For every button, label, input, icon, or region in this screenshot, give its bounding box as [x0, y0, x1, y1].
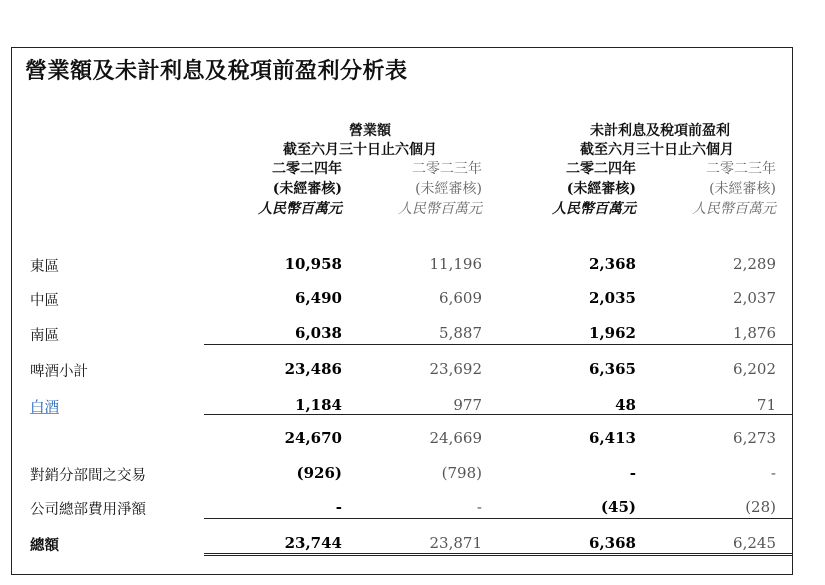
revenue-audit-2024: (未經審核) — [272, 181, 342, 197]
ebit-unit-2024: 人民幣百萬元 — [552, 201, 636, 217]
revenue-period-header: 截至六月三十日止六個月 — [283, 142, 437, 158]
ebit-year-2024: 二零二四年 — [566, 161, 636, 177]
cell-beer-ebit-2023: 6,202 — [733, 360, 776, 378]
cell-baijiu-rev-2024: 1,184 — [295, 396, 342, 414]
cell-elim-rev-2024: (926) — [296, 464, 342, 482]
page-title: 營業額及未計利息及稅項前盈利分析表 — [25, 58, 408, 84]
revenue-audit-2023: (未經審核) — [415, 181, 482, 197]
row-label-hq-expenses: 公司總部費用淨額 — [30, 502, 146, 518]
cell-south-rev-2023: 5,887 — [439, 324, 482, 342]
cell-south-ebit-2023: 1,876 — [733, 324, 776, 342]
cell-central-ebit-2023: 2,037 — [733, 289, 776, 307]
cell-beer-rev-2023: 23,692 — [429, 360, 482, 378]
cell-total-rev-2024: 23,744 — [284, 534, 342, 552]
cell-total-rev-2023: 23,871 — [429, 534, 482, 552]
revenue-group-header: 營業額 — [349, 123, 391, 139]
cell-baijiu-ebit-2023: 71 — [756, 396, 776, 414]
grand-total-double-rule — [204, 553, 793, 556]
cell-segment-ebit-2023: 6,273 — [733, 429, 776, 447]
cell-hq-rev-2023: - — [476, 498, 482, 516]
row-label-south: 南區 — [30, 328, 59, 344]
cell-south-rev-2024: 6,038 — [295, 324, 342, 342]
cell-east-rev-2024: 10,958 — [284, 255, 342, 273]
segment-total-rule — [204, 414, 793, 415]
cell-beer-rev-2024: 23,486 — [284, 360, 342, 378]
revenue-unit-2024: 人民幣百萬元 — [258, 201, 342, 217]
cell-east-ebit-2023: 2,289 — [733, 255, 776, 273]
revenue-year-2024: 二零二四年 — [272, 161, 342, 177]
cell-east-ebit-2024: 2,368 — [589, 255, 636, 273]
cell-elim-ebit-2024: - — [629, 464, 636, 482]
cell-segment-ebit-2024: 6,413 — [589, 429, 636, 447]
row-label-beer-subtotal: 啤酒小計 — [30, 364, 88, 380]
row-label-central: 中區 — [30, 293, 59, 309]
row-label-east: 東區 — [30, 259, 59, 275]
cell-central-rev-2024: 6,490 — [295, 289, 342, 307]
revenue-unit-2023: 人民幣百萬元 — [398, 201, 482, 217]
cell-south-ebit-2024: 1,962 — [589, 324, 636, 342]
ebit-year-2023: 二零二三年 — [706, 161, 776, 177]
ebit-audit-2024: (未經審核) — [566, 181, 636, 197]
cell-baijiu-rev-2023: 977 — [453, 396, 482, 414]
cell-hq-ebit-2023: (28) — [745, 498, 776, 516]
revenue-year-2023: 二零二三年 — [412, 161, 482, 177]
grand-total-rule — [204, 518, 793, 519]
cell-baijiu-ebit-2024: 48 — [615, 396, 636, 414]
row-label-grand-total: 總額 — [30, 537, 59, 554]
row-label-baijiu[interactable] — [30, 396, 59, 417]
cell-hq-ebit-2024: (45) — [600, 498, 636, 516]
cell-central-ebit-2024: 2,035 — [589, 289, 636, 307]
ebit-audit-2023: (未經審核) — [709, 181, 776, 197]
cell-hq-rev-2024: - — [335, 498, 342, 516]
cell-total-ebit-2024: 6,368 — [589, 534, 636, 552]
cell-beer-ebit-2024: 6,365 — [589, 360, 636, 378]
ebit-unit-2023: 人民幣百萬元 — [692, 201, 776, 217]
cell-elim-rev-2023: (798) — [441, 464, 482, 482]
cell-east-rev-2023: 11,196 — [429, 255, 482, 273]
cell-elim-ebit-2023: - — [770, 464, 776, 482]
cell-total-ebit-2023: 6,245 — [733, 534, 776, 552]
cell-segment-rev-2023: 24,669 — [429, 429, 482, 447]
row-label-eliminations: 對銷分部間之交易 — [30, 468, 146, 484]
subtotal-rule — [204, 344, 793, 345]
baijiu-link[interactable]: 白酒 — [30, 400, 59, 416]
cell-central-rev-2023: 6,609 — [439, 289, 482, 307]
cell-segment-rev-2024: 24,670 — [284, 429, 342, 447]
ebit-group-header: 未計利息及稅項前盈利 — [590, 123, 730, 139]
ebit-period-header: 截至六月三十日止六個月 — [580, 142, 734, 158]
